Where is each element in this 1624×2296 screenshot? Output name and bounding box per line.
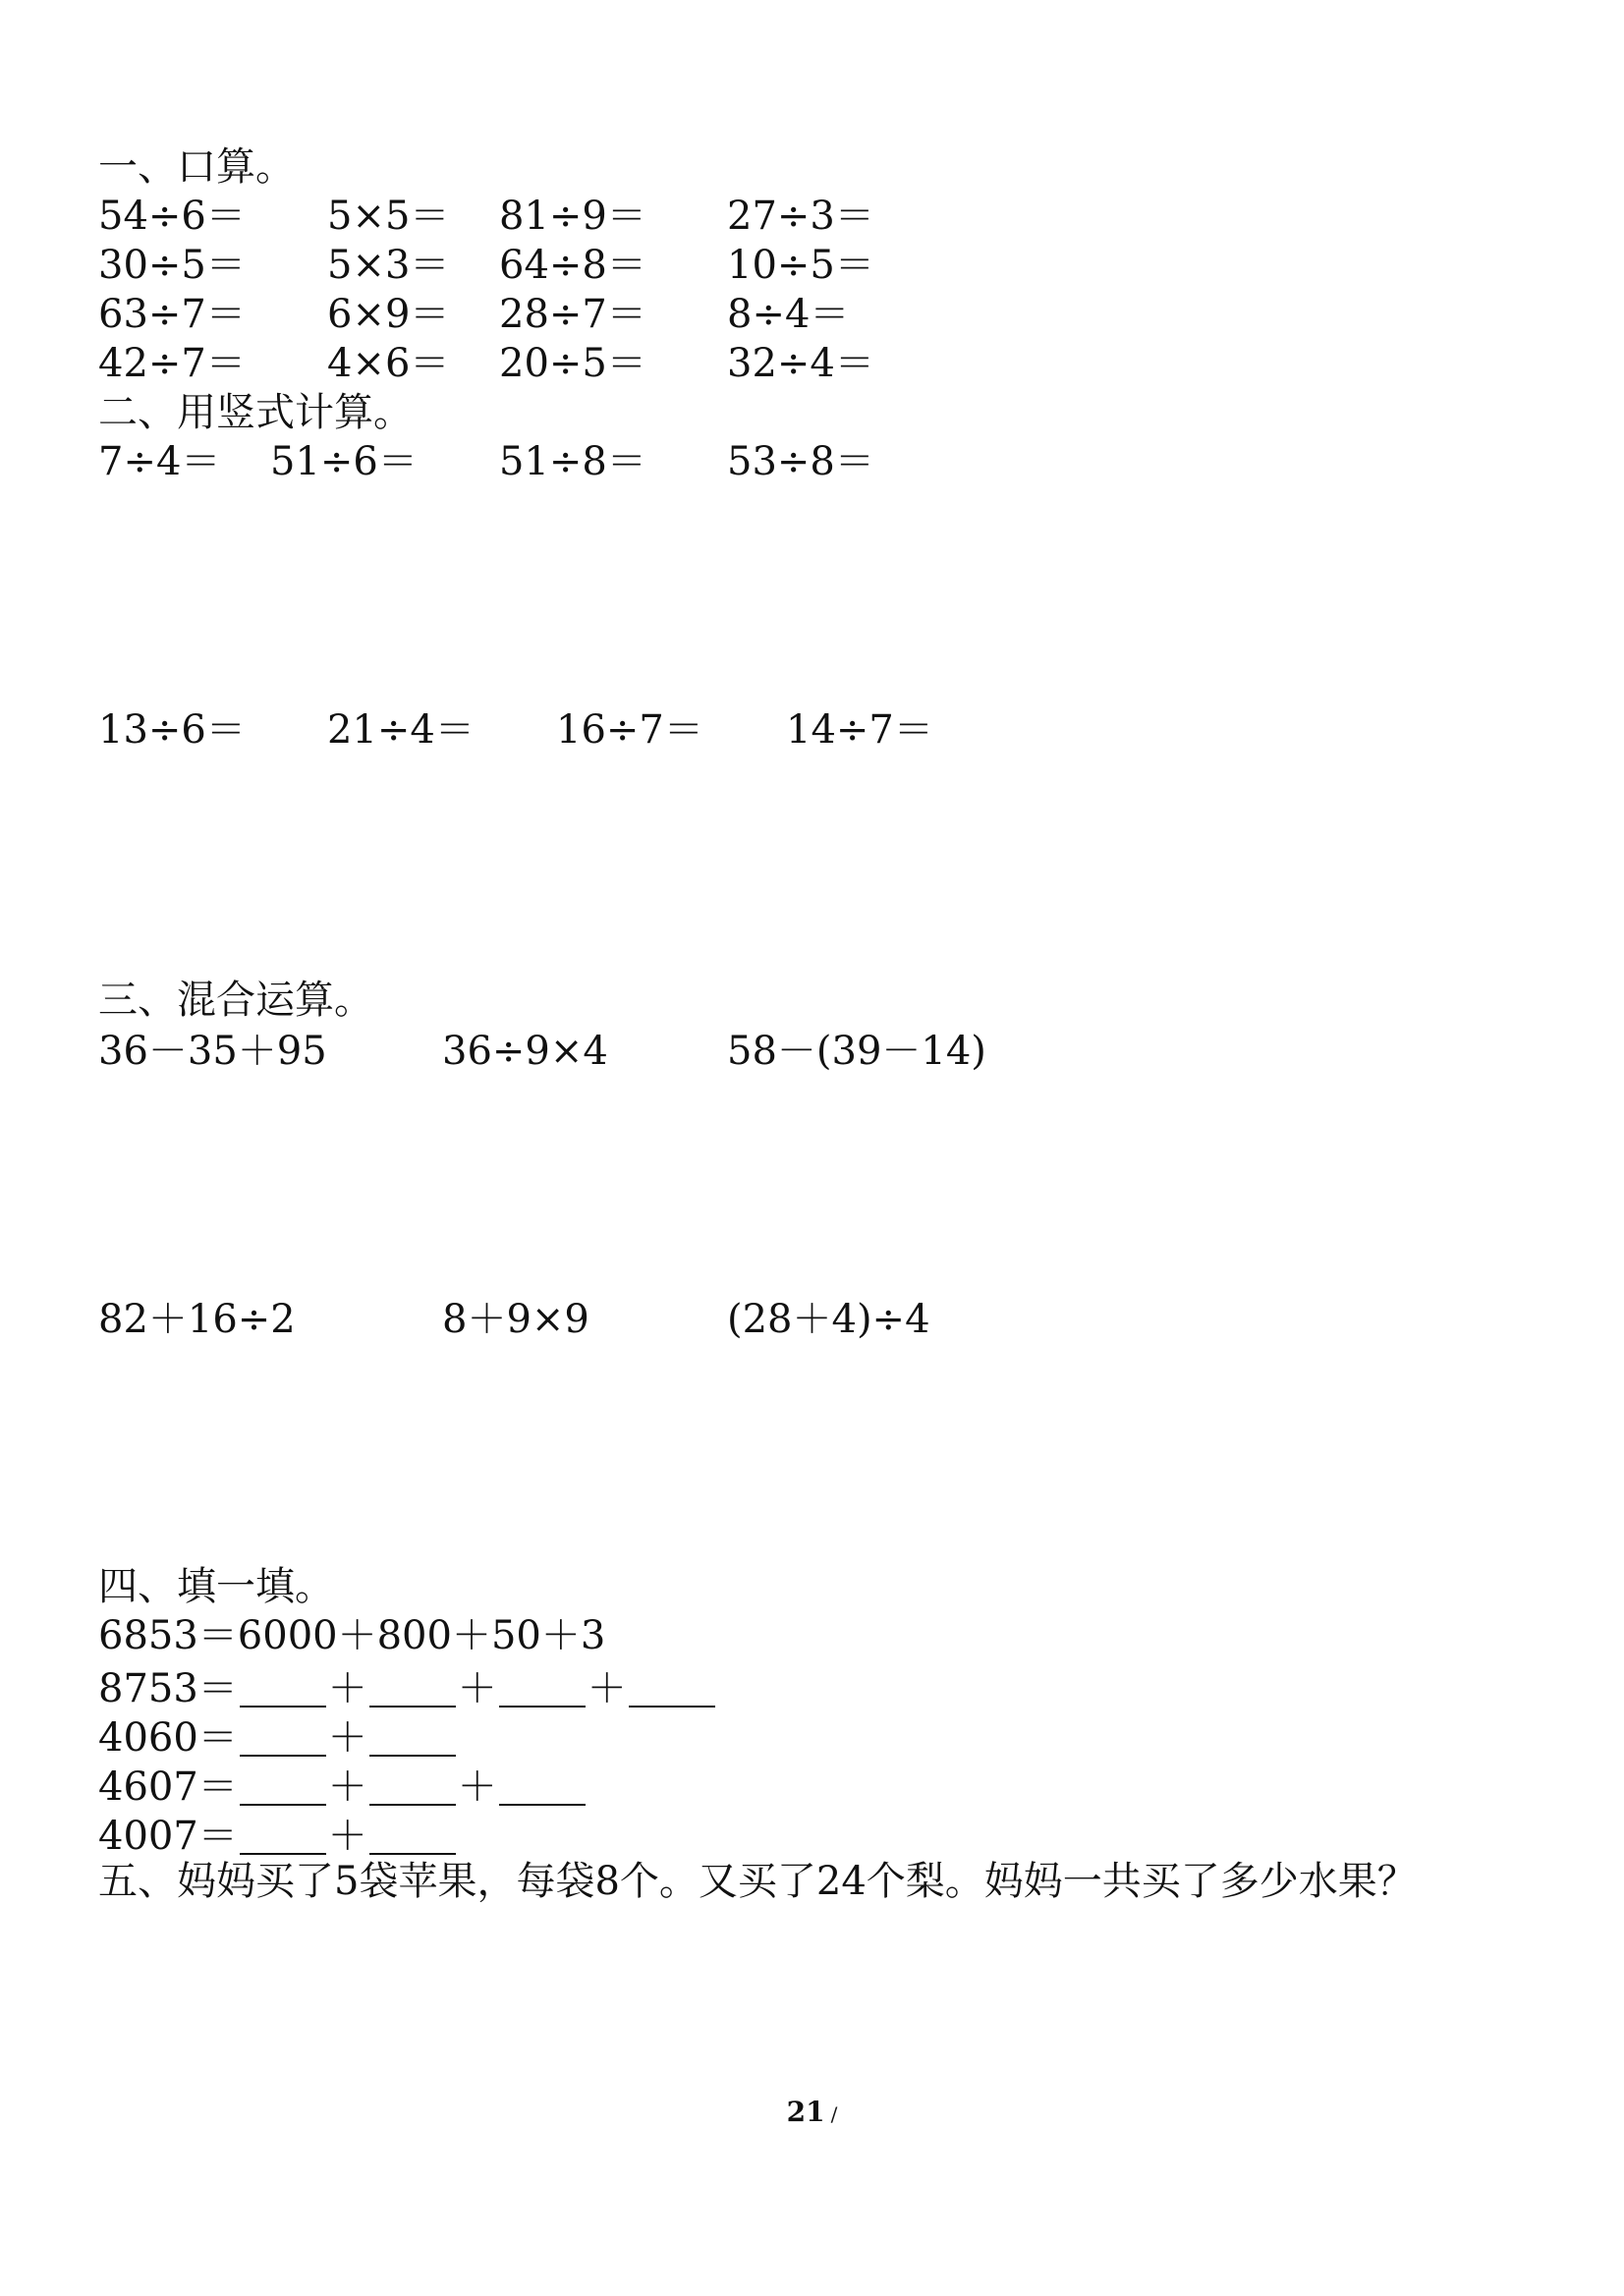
s3-r1-c1: 36－35＋95 (98, 1029, 327, 1074)
answer-blank[interactable] (369, 1666, 456, 1708)
answer-blank[interactable] (240, 1715, 326, 1757)
section-2-title: 二、用竖式计算。 (98, 390, 413, 435)
answer-blank[interactable] (240, 1666, 326, 1708)
plus-sign: ＋ (327, 1715, 367, 1761)
answer-blank[interactable] (240, 1764, 326, 1806)
s3-r2-c3: (28＋4)÷4 (727, 1297, 930, 1342)
section-5-question: 五、妈妈买了5袋苹果，每袋8个。又买了24个梨。妈妈一共买了多少水果？ (98, 1859, 1417, 1904)
s4-item-1-lhs: 8753＝ (98, 1666, 238, 1711)
answer-blank[interactable] (629, 1666, 715, 1708)
section-3-title: 三、混合运算。 (98, 978, 373, 1023)
plus-sign: ＋ (587, 1666, 627, 1711)
s4-item-1 (98, 1660, 717, 1713)
s3-r1-c3: 58－(39－14) (727, 1029, 986, 1074)
page-number: 21 (786, 2096, 825, 2128)
s1-r1-c3: 81÷9＝ (499, 194, 646, 239)
s4-item-2 (98, 1709, 458, 1763)
s2-r2-c2: 21÷4＝ (327, 707, 475, 753)
s1-r2-c1: 30÷5＝ (98, 243, 246, 288)
s2-r1-c3: 51÷8＝ (499, 439, 646, 484)
s3-r2-c1: 82＋16÷2 (98, 1297, 296, 1342)
s1-r4-c2: 4×6＝ (327, 341, 450, 386)
page-slash: / (830, 2102, 838, 2126)
s1-r4-c4: 32÷4＝ (727, 341, 874, 386)
plus-sign: ＋ (327, 1814, 367, 1859)
s4-item-3-lhs: 4607＝ (98, 1764, 238, 1810)
s1-r3-c4: 8÷4＝ (727, 292, 850, 337)
s1-r1-c1: 54÷6＝ (98, 194, 246, 239)
s4-item-3 (98, 1759, 588, 1812)
answer-blank[interactable] (240, 1814, 326, 1855)
answer-blank[interactable] (369, 1814, 456, 1855)
s1-r2-c2: 5×3＝ (327, 243, 450, 288)
plus-sign: ＋ (327, 1666, 367, 1711)
s3-r1-c2: 36÷9×4 (442, 1029, 608, 1074)
s2-r1-c1: 7÷4＝ (98, 439, 221, 484)
s1-r3-c2: 6×9＝ (327, 292, 450, 337)
plus-sign: ＋ (457, 1666, 497, 1711)
s3-r2-c2: 8＋9×9 (442, 1297, 589, 1342)
plus-sign: ＋ (457, 1764, 497, 1810)
s2-r2-c4: 14÷7＝ (786, 707, 933, 753)
s4-example: 6853＝6000＋800＋50＋3 (98, 1613, 606, 1658)
answer-blank[interactable] (499, 1764, 586, 1806)
s4-item-2-lhs: 4060＝ (98, 1715, 238, 1761)
plus-sign: ＋ (327, 1764, 367, 1810)
answer-blank[interactable] (499, 1666, 586, 1708)
s1-r3-c1: 63÷7＝ (98, 292, 246, 337)
s2-r2-c1: 13÷6＝ (98, 707, 246, 753)
section-4-title: 四、填一填。 (98, 1564, 334, 1609)
s2-r1-c4: 53÷8＝ (727, 439, 874, 484)
s1-r4-c3: 20÷5＝ (499, 341, 646, 386)
s1-r3-c3: 28÷7＝ (499, 292, 646, 337)
s1-r2-c4: 10÷5＝ (727, 243, 874, 288)
s2-r1-c2: 51÷6＝ (270, 439, 418, 484)
page-footer (0, 2093, 1624, 2134)
s1-r4-c1: 42÷7＝ (98, 341, 246, 386)
s1-r1-c4: 27÷3＝ (727, 194, 874, 239)
s1-r1-c2: 5×5＝ (327, 194, 450, 239)
answer-blank[interactable] (369, 1764, 456, 1806)
section-1-title: 一、口算。 (98, 144, 295, 190)
s4-item-4 (98, 1808, 458, 1861)
answer-blank[interactable] (369, 1715, 456, 1757)
s4-item-4-lhs: 4007＝ (98, 1814, 238, 1859)
s1-r2-c3: 64÷8＝ (499, 243, 646, 288)
s2-r2-c3: 16÷7＝ (556, 707, 703, 753)
